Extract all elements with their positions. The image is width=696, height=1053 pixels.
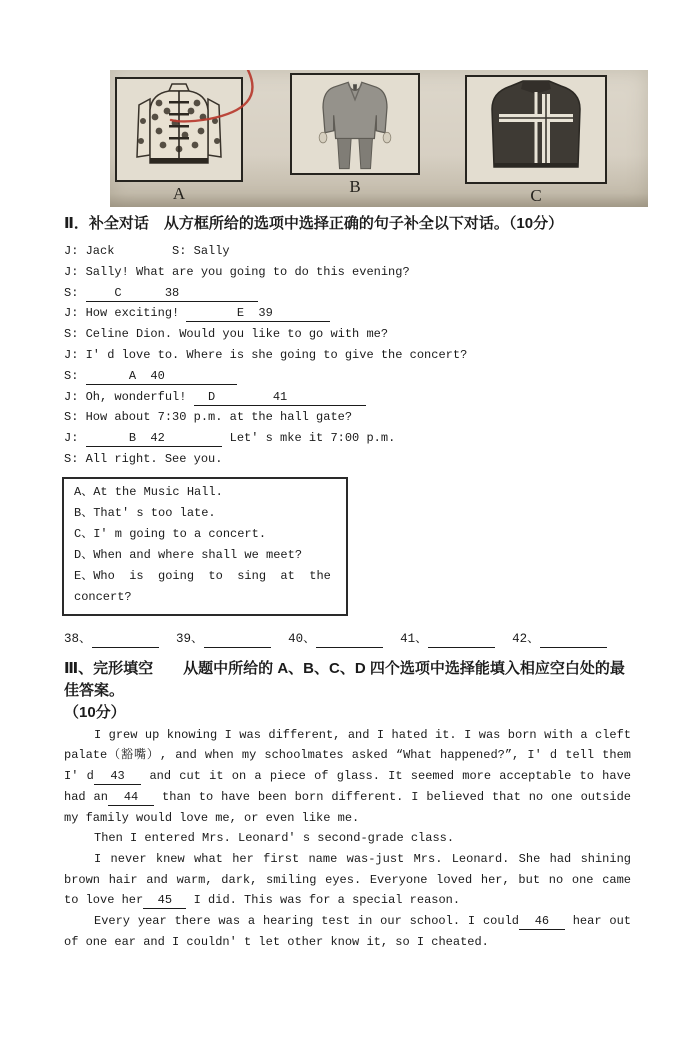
dialogue-line: J: Jack S: Sally bbox=[64, 244, 230, 258]
answer-blank-42 bbox=[540, 632, 608, 648]
photo-label-a: A bbox=[172, 184, 186, 203]
clothing-photo bbox=[110, 70, 648, 207]
exam-page bbox=[0, 70, 696, 953]
answer-item-38: 38、 bbox=[64, 629, 159, 649]
option-b: B、That' s too late. bbox=[74, 505, 216, 520]
options-box bbox=[62, 477, 348, 616]
photo-label-c: C bbox=[530, 186, 542, 205]
option-d: D、When and where shall we meet? bbox=[74, 547, 303, 562]
section3-score: （10分） bbox=[64, 703, 126, 721]
dialogue-line: J: Oh, wonderful! D 41 bbox=[64, 389, 367, 404]
dialogue-line: S: All right. See you. bbox=[64, 451, 223, 466]
photo-item-a bbox=[115, 77, 243, 202]
cloze-blank-44: 44 bbox=[107, 789, 155, 804]
blank-39: E 39 bbox=[186, 306, 331, 321]
cloze-blank-46: 46 bbox=[518, 914, 565, 929]
paragraph-1: I grew up knowing I was different, and I hated it. I was born with a cleft palate（豁嘴）, and when my schoolmates asked “What happened?”, I' d tell them I' d 43 and cut it on a piece of glass. It seemed more acceptable to have had an 44 than to have been born different. I believed that no one outside my family would love me, or even like me. bbox=[64, 727, 631, 825]
dialogue-line: S: A 40 bbox=[64, 368, 237, 383]
photo-item-b bbox=[290, 73, 420, 195]
answer-item-40: 40、 bbox=[288, 629, 383, 649]
cloze-blank-43: 43 bbox=[93, 769, 142, 784]
paragraph-3: I never knew what her first name was-just Mrs. Leonard. She had shining brown hair and warm, dark, smiling eyes. Everyone loved her, but no one came to love her 45 I did. This was for a special reason. bbox=[64, 851, 631, 908]
blank-41: D 41 bbox=[193, 389, 367, 404]
blank-38: C 38 bbox=[85, 285, 259, 300]
dialogue-line: S: Celine Dion. Would you like to go with me? bbox=[64, 327, 389, 342]
cross-jacket-image bbox=[467, 77, 605, 182]
answer-item-41: 41、 bbox=[400, 629, 495, 649]
option-e-continuation: concert? bbox=[74, 589, 132, 604]
dialogue-line: J: I' d love to. Where is she going to give the concert? bbox=[64, 347, 468, 362]
dialogue-line: J: B 42 Let' s mke it 7:00 p.m. bbox=[64, 431, 396, 446]
answer-blank-38 bbox=[92, 632, 160, 648]
dialogue-line: J: How exciting! E 39 bbox=[64, 306, 331, 321]
dialogue-line: S: C 38 bbox=[64, 285, 259, 300]
blank-42: B 42 bbox=[85, 431, 223, 446]
answer-blank-41 bbox=[428, 632, 496, 648]
dialogue-line: J: Sally! What are you going to do this evening? bbox=[64, 264, 410, 279]
dialogue bbox=[64, 241, 696, 470]
option-a: A、At the Music Hall. bbox=[74, 484, 223, 499]
answer-item-39: 39、 bbox=[176, 629, 271, 649]
photo-frame-c bbox=[465, 75, 607, 184]
answer-blanks-row bbox=[64, 629, 696, 649]
section2-heading: Ⅱ．补全对话 从方框所给的选项中选择正确的句子补全以下对话。（10分） bbox=[64, 215, 564, 232]
answer-blank-40 bbox=[316, 632, 384, 648]
blank-40: A 40 bbox=[85, 368, 237, 383]
photo-label-b: B bbox=[349, 177, 361, 196]
photo-frame-b bbox=[290, 73, 420, 175]
paragraph-2: Then I entered Mrs. Leonard' s second-grade class. bbox=[94, 831, 455, 846]
section3-heading: Ⅲ、完形填空 从题中所给的 A、B、C、D 四个选项中选择能填入相应空白处的最佳答案。 bbox=[64, 659, 625, 699]
photo-frame-a bbox=[115, 77, 243, 182]
cloze-passage bbox=[64, 725, 631, 953]
option-e: E、Who is going to sing at the bbox=[74, 568, 331, 583]
paragraph-4: Every year there was a hearing test in our school. I could 46 hear out of one ear and I couldn' t let other know it, so I cheated. bbox=[64, 914, 631, 949]
answer-blank-39 bbox=[204, 632, 272, 648]
photo-item-c bbox=[465, 75, 607, 204]
suit-image bbox=[292, 75, 418, 173]
cloze-blank-45: 45 bbox=[143, 893, 187, 908]
answer-item-42: 42、 bbox=[512, 629, 607, 649]
dialogue-line: S: How about 7:30 p.m. at the hall gate? bbox=[64, 410, 353, 425]
option-c: C、I' m going to a concert. bbox=[74, 526, 267, 541]
chinese-jacket-image bbox=[117, 79, 241, 180]
